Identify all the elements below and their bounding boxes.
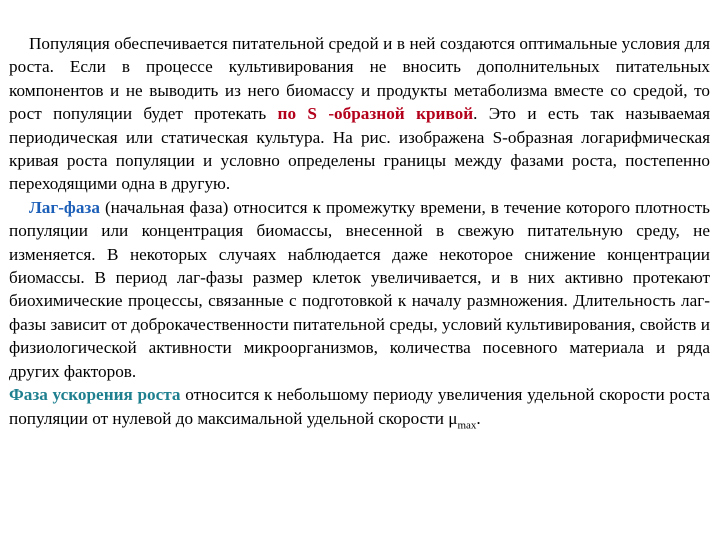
paragraph-end: . [476, 408, 481, 428]
paragraph-text: Популяция обеспечивается питательной средой и в ней создаются оптимальные условия для роста. Если в процессе культивирования не вносить дополнительных питательных компонентов и не выводить из него биомассу и продукты метаболизма вместе со средой, то рост популяции будет протекать [9, 34, 710, 124]
paragraph-text: . Это и есть так называемая периодическая или статическая культура. На рис. изображена S-образная логарифмическая кривая роста популяции и условно определены границы между фазами роста, постепенно переходящими одна в другую. [9, 104, 711, 194]
paragraph-lag-phase [9, 196, 710, 383]
s-curve-highlight: по S -образной кривой [277, 104, 474, 124]
paragraph-text: относится к небольшому периоду увеличения удельной скорости роста популяции от нулевой до максимальной удельной скорости μ [9, 385, 710, 428]
mu-max-subscript: max [457, 418, 477, 431]
paragraph-acceleration-phase [9, 383, 710, 430]
acceleration-phase-term: Фаза ускорения роста [9, 385, 181, 405]
paragraph-population [9, 32, 710, 196]
paragraph-text: (начальная фаза) относится к промежутку времени, в течение которого плотность популяции или концентрация биомассы, внесенной в свежую питательную среду, не изменяется. В некоторых случаях наблюдается даже некоторое снижение концентрации биомассы. В период лаг-фазы размер клеток увеличивается, и в них активно протекают биохимические процессы, связанные с подготовкой к началу размножения. Длительность лаг-фазы зависит от доброкачественности питательной среды, условий культивирования, свойств и физиологической активности микроорганизмов, количества посевного материала и ряда других факторов. [9, 197, 710, 381]
lag-phase-term: Лаг-фаза [29, 197, 100, 217]
document-body [9, 32, 710, 430]
